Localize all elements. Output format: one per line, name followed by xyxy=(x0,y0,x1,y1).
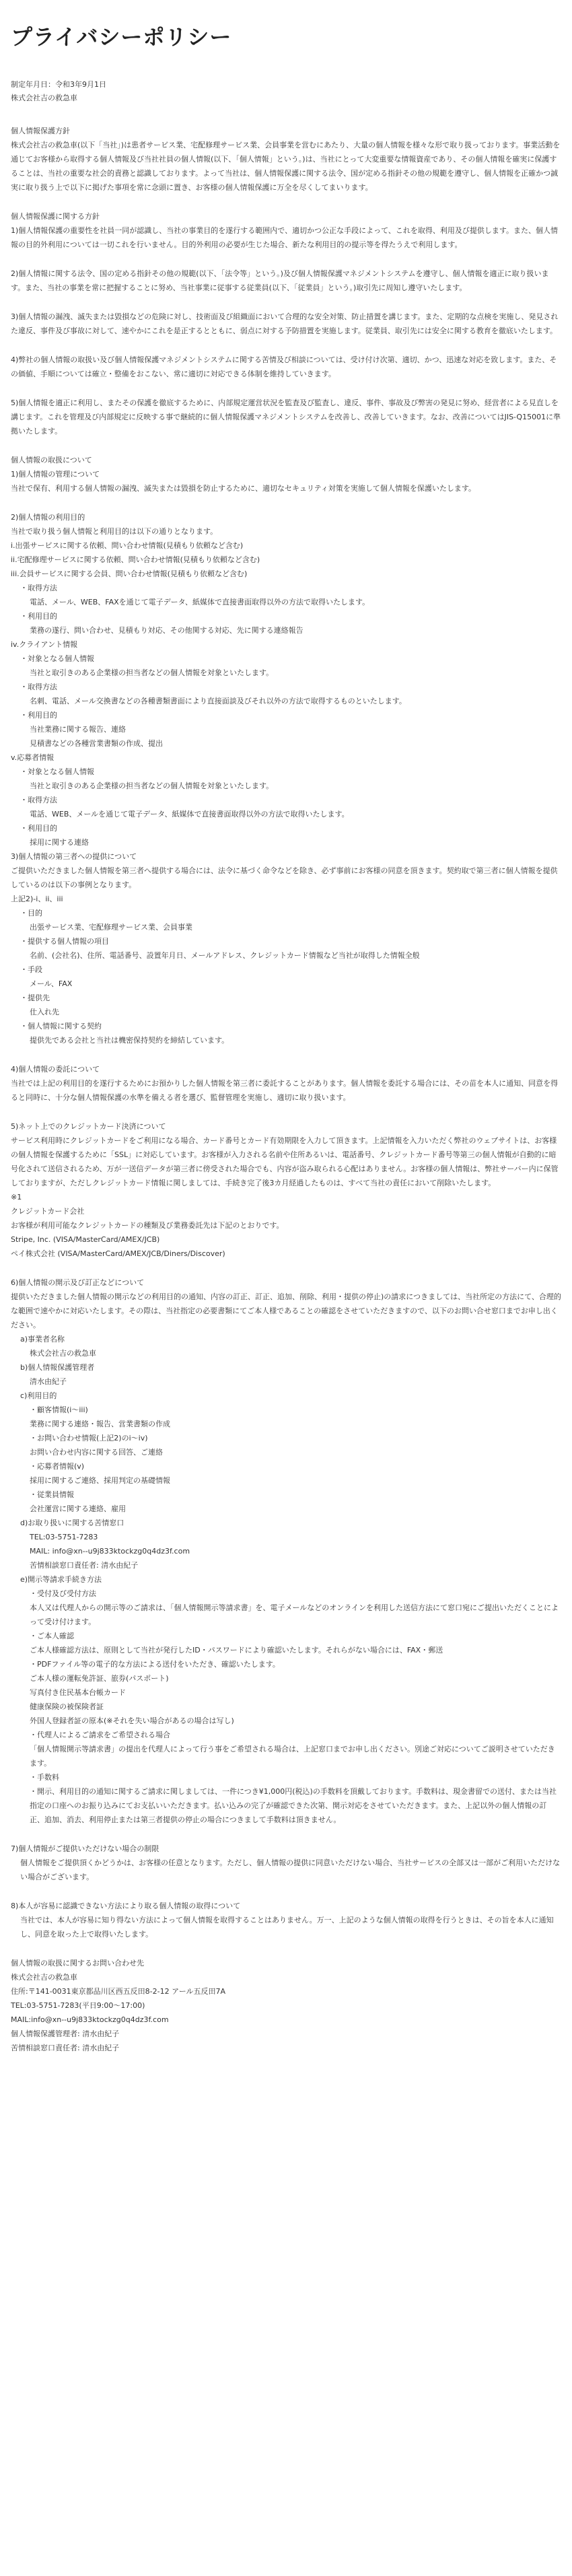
section-line: TEL:03-5751-7283(平日9:00～17:00) xyxy=(11,2001,145,2010)
section-line: 住所:〒141-0031東京都品川区西五反田8-2-12 アール五反田7A xyxy=(11,1987,226,1996)
section-line: クレジットカード会社 xyxy=(11,1207,85,1216)
section-heading: 個人情報の取扱について xyxy=(11,456,92,464)
section-line: 1)個人情報保護の重要性を社員一同が認識し、当社の事業目的を遂行する範囲内で、適切かつ公正な手段によって、これを取得、利用及び提供します。また、個人情報の目的外利用については一切これを行いません。目的外利用の必要が生じた場合、新たな利用目的の提示等を得たうえで利用します。 xyxy=(11,226,558,249)
section-line: ペイ株式会社 (VISA/MasterCard/AMEX/JCB/Diners/Discover) xyxy=(11,1249,225,1258)
section-heading: 個人情報保護方針 xyxy=(11,127,70,135)
section-line: ・応募者情報(v) xyxy=(30,1462,85,1471)
section-line: ご提供いただきました個人情報を第三者へ提供する場合には、法令に基づく命令などを除き、必ず事前にお客様の同意を頂きます。契約取で第三者に個人情報を提供しているのは以下の事例となります。 xyxy=(11,866,558,889)
section-line: 仕入れ先 xyxy=(30,1008,59,1016)
policy-section xyxy=(11,453,561,495)
section-line: TEL:03-5751-7283 xyxy=(30,1533,98,1541)
policy-section xyxy=(11,267,561,295)
section-line: 個人情報保護管理者: 清水由紀子 xyxy=(11,2029,120,2038)
section-line: 株式会社吉の救急車 xyxy=(30,1349,96,1358)
section-line: ご本人様の運転免許証、旅券(パスポート) xyxy=(30,1674,169,1683)
section-line: メール、FAX xyxy=(30,979,73,988)
section-line: ・顧客情報(i～iii) xyxy=(30,1405,88,1414)
section-line: 苦情相談窓口責任者: 清水由紀子 xyxy=(30,1561,139,1570)
section-line: ・開示、利用目的の通知に関するご請求に関しましては、一件につき¥1,000円(税込)の手数料を頂戴しております。手数料は、現金書留での送付、または当社指定の口座へのお振り込みにてお支払いいただきます。払い込みの完了が確認できた次第、開示対応をさせていただきます。また、上記以外の個人情報の訂正、追加、消去、利用停止または第三者提供の停止の場合につきまして手数料は頂きません。 xyxy=(30,1787,557,1824)
policy-meta xyxy=(11,78,561,105)
section-line: 当社と取引きのある企業様の担当者などの個人情報を対象といたします。 xyxy=(30,668,274,677)
section-line: 採用に関する連絡 xyxy=(30,838,89,847)
policy-section xyxy=(11,310,561,338)
section-line: c)利用目的 xyxy=(20,1391,57,1400)
section-line: 当社では上記の利用目的を遂行するためにお預かりした個人情報を第三者に委託することがあります。個人情報を委託する場合には、その苗を本人に通知、同意を得ると同時に、十分な個人情報保護の水準を備える者を選び、監督管理を実施し、適切に取り扱います。 xyxy=(11,1079,559,1102)
section-line: ・提供する個人情報の項目 xyxy=(20,937,109,946)
section-line: 電話、メール、WEB、FAXを通じて電子データ、紙媒体で直接書面取得以外の方法で取得いたします。 xyxy=(30,598,370,606)
section-heading: 6)個人情報の開示及び訂正などについて xyxy=(11,1278,145,1287)
section-line: 個人情報をご提供頂くかどうかは、お客様の任意となります。ただし、個人情報の提供に同意いただけない場合、当社サービスの全部又は一部がご利用いただけない場合がございます。 xyxy=(20,1858,561,1881)
section-line: ・取得方法 xyxy=(20,683,57,691)
section-line: ・代理人によるご請求をご希望される場合 xyxy=(30,1731,170,1739)
section-line: 名前、(会社名)、住所、電話番号、設置年月日、メールアドレス、クレジットカード情報など当社が取得した情報全般 xyxy=(30,951,420,960)
section-line: Stripe, Inc. (VISA/MasterCard/AMEX/JCB) xyxy=(11,1235,160,1244)
section-line: MAIL: info@xn--u9j833ktockzg0q4dz3f.com xyxy=(30,1547,190,1556)
section-line: 採用に関するご連絡、採用判定の基礎情報 xyxy=(30,1476,170,1485)
section-line: b)個人情報保護管理者 xyxy=(20,1363,95,1372)
section-line: 上記2)-i、ii、iii xyxy=(11,895,63,903)
section-line: お客様が利用可能なクレジットカードの種類及び業務委託先は下記のとおりです。 xyxy=(11,1221,284,1230)
section-line: 当社と取引きのある企業様の担当者などの個人情報を対象といたします。 xyxy=(30,781,274,790)
section-line: ・対象となる個人情報 xyxy=(20,767,94,776)
policy-section xyxy=(11,209,561,252)
section-line: iii.会員サービスに関する会員、問い合わせ情報(見積もり依頼など含む) xyxy=(11,569,248,578)
section-heading: 個人情報の取扱に関するお問い合わせ先 xyxy=(11,1959,144,1968)
section-line: ・受付及び受付方法 xyxy=(30,1589,96,1598)
section-heading: 8)本人が容易に認識できない方法により取る個人情報の取得について xyxy=(11,1902,241,1910)
section-heading: 個人情報保護に関する方針 xyxy=(11,212,100,221)
section-line: ・手段 xyxy=(20,965,42,974)
policy-section xyxy=(11,1899,561,1941)
enacted-date: 制定年月日：令和3年9月1日 xyxy=(11,80,106,89)
policy-section xyxy=(11,1062,561,1105)
section-line: ・利用目的 xyxy=(20,824,57,833)
section-line: 当社業務に関する報告、連絡 xyxy=(30,725,126,734)
company-name: 株式会社吉の救急車 xyxy=(11,94,77,102)
section-line: 苦情相談窓口責任者: 清水由紀子 xyxy=(11,2044,120,2052)
section-line: iv.クライアント情報 xyxy=(11,640,78,649)
section-line: 健康保険の被保険者証 xyxy=(30,1702,104,1711)
section-line: v.応募者情報 xyxy=(11,753,55,762)
section-line: 業務に関する連絡・報告、営業書類の作成 xyxy=(30,1420,170,1428)
section-line: 3)個人情報の第三者への提供について xyxy=(11,852,137,861)
section-line: ・取得方法 xyxy=(20,796,57,804)
section-heading: 4)個人情報の委託について xyxy=(11,1065,100,1074)
section-line: 当社で取り扱う個人情報と利用目的は以下の通りとなります。 xyxy=(11,527,218,536)
section-line: ・利用目的 xyxy=(20,612,57,621)
section-line: 名刺、電話、メール交換書などの各種書類書面により直接面談及びそれ以外の方法で取得するものといたします。 xyxy=(30,697,406,705)
section-line: 提供いただきました個人情報の開示などの利用目的の通知、内容の訂正、訂正、追加、削除、利用・提供の停止)の請求につきましては、当社所定の方法にて、合理的な範囲で速やかに対応いたします。その際は、当社指定の必要書類にてご本人様であることの確認をさせていただきますので、以下のお問い合せ窓口までお申し出ください。 xyxy=(11,1292,561,1329)
section-line: a)事業者名称 xyxy=(20,1335,65,1344)
section-heading: 3)個人情報の漏洩、滅失または毀損などの危険に対し、技術面及び組織面において合理的な安全対策、防止措置を講じます。また、定期的な点検を実施し、発見された違反、事件及び事故に対して、速やかにこれを是正するとともに、弱点に対する予防措置を実施します。従業員、取引先には安全に関する教育を徹底いたします。 xyxy=(11,312,559,335)
section-line: ii.宅配修理サービスに関する依頼、問い合わせ情報(見積もり依頼など含む) xyxy=(11,555,260,564)
policy-section xyxy=(11,1119,561,1261)
section-line: 当社で保有、利用する個人情報の漏洩、滅失または毀損を防止するために、適切なセキュリティ対策を実施して個人情報を保護いたします。 xyxy=(11,484,476,493)
section-line: d)お取り扱いに関する苦情窓口 xyxy=(20,1519,124,1527)
section-line: ・ご本人確認 xyxy=(30,1632,74,1640)
section-heading: 2)個人情報に関する法令、国の定める指針その他の規範(以下、「法令等」という。)及び個人情報保護マネジメントシステムを遵守し、個人情報を適正に取り扱います。また、当社の事業を常に把握することに努め、当社事業に従事する従業員(以下、「従業員」という。)取引先に周知し遵守いたします。 xyxy=(11,269,549,292)
section-line: 「個人情報開示等請求書」の提出を代理人によって行う事をご希望される場合は、上記窓口までお申し出ください。別途ご対応についてご説明させていただきます。 xyxy=(30,1745,555,1768)
section-line: ・利用目的 xyxy=(20,711,57,720)
section-line: 見積書などの各種営業書類の作成、提出 xyxy=(30,739,163,748)
policy-section xyxy=(11,510,561,1047)
section-line: ・PDFファイル等の電子的な方法による送付をいただき、確認いたします。 xyxy=(30,1660,280,1669)
section-line: i.出張サービスに関する依頼、問い合わせ情報(見積もり依頼など含む) xyxy=(11,541,244,550)
section-line: e)開示等請求手続き方法 xyxy=(20,1575,102,1584)
section-line: ・提供先 xyxy=(20,994,50,1002)
section-line: ・対象となる個人情報 xyxy=(20,654,94,663)
policy-section xyxy=(11,1842,561,1884)
policy-section xyxy=(11,396,561,438)
section-line: ご本人様確認方法は、原則として当社が発行したID・パスワードにより確認いたします。それらがない場合には、FAX・郵送 xyxy=(30,1646,443,1655)
section-line: 本人又は代理人からの開示等のご請求は、「個人情報開示等請求書」を、電子メールなどのオンラインを利用した送信方法にて窓口宛にご提出いただくことによって受け付けます。 xyxy=(30,1603,559,1626)
section-line: 業務の遂行、問い合わせ、見積もり対応、その他関する対応、先に関する連絡報告 xyxy=(30,626,303,635)
policy-section xyxy=(11,124,561,195)
section-line: 会社運営に関する連絡、雇用 xyxy=(30,1504,126,1513)
section-line: 当社では、本人が容易に知り得ない方法によって個人情報を取得することはありません。万一、上記のような個人情報の取得を行うときは、その旨を本人に通知し、同意を取った上で取得いたします。 xyxy=(20,1916,554,1939)
section-line: MAIL:info@xn--u9j833ktockzg0q4dz3f.com xyxy=(11,2015,169,2024)
policy-section xyxy=(11,1956,561,2055)
section-line: 清水由紀子 xyxy=(30,1377,67,1386)
section-line: 株式会社吉の救急車 xyxy=(11,1973,77,1982)
section-line: 出張サービス業、宅配修理サービス業、会員事業 xyxy=(30,923,192,932)
section-heading: 7)個人情報がご提供いただけない場合の制限 xyxy=(11,1844,159,1853)
section-line: ・従業員情報 xyxy=(30,1490,74,1499)
section-heading: 4)弊社の個人情報の取扱い及び個人情報保護マネジメントシステムに関する苦情及び相談については、受け付け次第、適切、かつ、迅速な対応を致します。また、その価値、手順については確立・整備をおこない、常に適切に対応できる体制を維持していきます。 xyxy=(11,355,557,378)
section-heading: 5)個人情報を適正に利用し、またその保護を徹底するために、内部規定運営状況を監査及び監査し、違反、事件、事故及び弊害の発見に努め、経営者による見直しを講じます。これを管理及び内部規定に反映する事で継続的に個人情報保護マネジメントシステムを改善し、改善していきます。なお、改善についてはJIS-Q15001に準拠いたします。 xyxy=(11,398,561,436)
policy-section xyxy=(11,1276,561,1827)
section-line: ・お問い合わせ情報(上記2)のi～iv) xyxy=(30,1434,148,1442)
section-line: 写真付き住民基本台帳カード xyxy=(30,1688,126,1697)
page-title: プライバシーポリシー xyxy=(11,24,232,50)
section-line: 株式会社吉の救急車(以下「当社」)は患者サービス業、宅配修理サービス業、会員事業を営むにあたり、大量の個人情報を様々な形で取り扱っております。事業活動を通じてお客様から取得する個人情報及び当社社員の個人情報(以下、「個人情報」という。)は、当社にとって大変重要な情報資産であり、その個人情報を確実に保護することは、当社の重要な社会的責務と認識しております。よって当社は、個人情報保護に関する法令、国が定める指針その他の規範を遵守し、個人情報を正確かつ誠実に取り扱う上で以下に掲げた事項を常に念頭に置き、お客様の個人情報保護に万全を尽くしてまいります。 xyxy=(11,141,561,192)
section-line: 提供先である会社と当社は機密保持契約を締結しています。 xyxy=(30,1036,229,1045)
section-heading: 5)ネット上でのクレジットカード決済について xyxy=(11,1122,166,1131)
section-line: サービス利用時にクレジットカードをご利用になる場合、カード番号とカード有効期限を入力して頂きます。上記情報を入力いただく弊社のウェブサイトは、お客様の個人情報を保護するために「SSL」に対応しています。お客様が入力される名前や住所あるいは、電話番号、クレジットカード番号等第三の個人情報が自動的に暗号化されて送信されるため、万が一送信データが第三者に傍受された場合でも、内容が盗み取られる心配はありません。お客様の個人情報は、弊社サーバー内に保管しておりますが、ただしクレジットカード情報に関しましては、手続き完了後3カ月経過したものは、すべて当社の責任において削除いたします。 xyxy=(11,1136,559,1187)
section-line: 1)個人情報の管理について xyxy=(11,470,100,479)
section-line: ・目的 xyxy=(20,909,42,917)
section-heading: 2)個人情報の利用目的 xyxy=(11,513,85,522)
section-line: ※1 xyxy=(11,1193,22,1202)
section-line: 電話、WEB、メールを通じて電子データ、紙媒体で直接書面取得以外の方法で取得いたします。 xyxy=(30,810,349,819)
section-line: ・手数料 xyxy=(30,1773,59,1782)
policy-body xyxy=(11,124,561,2055)
section-line: 外国人登録者証の原本(※それを失い場合があるの場合は写し) xyxy=(30,1716,234,1725)
policy-section xyxy=(11,353,561,381)
section-line: お問い合わせ内容に関する回答、ご連絡 xyxy=(30,1448,163,1457)
section-line: ・個人情報に関する契約 xyxy=(20,1022,102,1031)
section-line: ・取得方法 xyxy=(20,584,57,592)
